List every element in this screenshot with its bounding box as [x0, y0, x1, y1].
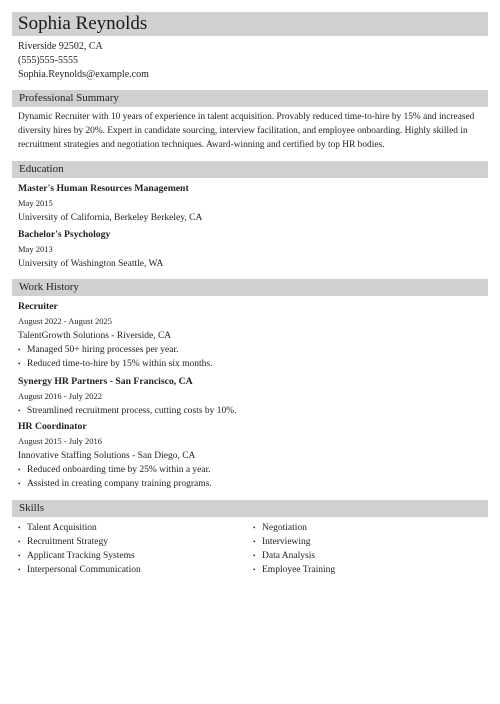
company: Innovative Staffing Solutions - San Diego, CA [18, 451, 196, 461]
list-item: • Recruitment Strategy [18, 537, 108, 547]
education-entry [18, 228, 163, 271]
skills-list [253, 521, 483, 577]
work-section-header [12, 279, 488, 296]
list-item: • Negotiation [253, 523, 307, 533]
graduation-date: May 2015 [18, 198, 53, 208]
bullet-icon: • [18, 524, 21, 532]
job-title: Synergy HR Partners - San Francisco, CA [18, 376, 193, 387]
job-entry [18, 420, 212, 491]
summary-text [18, 110, 483, 152]
degree: Bachelor's Psychology [18, 229, 111, 240]
bullet-icon: • [18, 566, 21, 574]
job-bullets [18, 343, 213, 371]
list-item: • Interpersonal Communication [18, 565, 141, 575]
job-date: August 2015 - July 2016 [18, 436, 103, 446]
name-header-bar [12, 12, 488, 36]
work-title: Work History [19, 281, 79, 293]
skills-column-right [253, 521, 483, 577]
candidate-name: Sophia Reynolds [18, 13, 148, 34]
job-bullets [18, 463, 212, 491]
email: Sophia.Reynolds@example.com [18, 69, 149, 80]
list-item: • Managed 50+ hiring processes per year. [18, 345, 179, 355]
school: University of California, Berkeley Berkeley, CA [18, 213, 203, 223]
bullet-icon: • [253, 538, 256, 546]
summary-section-header [12, 90, 488, 107]
summary-line: Dynamic Recruiter with 10 years of experience in talent acquisition. Provably reduced time-to-hire by 15% and increased [18, 112, 475, 122]
bullet-icon: • [18, 346, 21, 354]
summary-line: recruitment strategies and negotiation techniques. Award-winning and certified by top HR bodies. [18, 140, 385, 150]
bullet-icon: • [18, 466, 21, 474]
list-item: • Assisted in creating company training programs. [18, 479, 212, 489]
address: Riverside 92502, CA [18, 41, 103, 52]
summary-line: diversity hires by 20%. Expert in candidate sourcing, interview facilitation, and employee onboarding. Highly skilled in [18, 126, 468, 136]
job-title: HR Coordinator [18, 421, 87, 432]
list-item: • Applicant Tracking Systems [18, 551, 135, 561]
job-entry [18, 375, 236, 418]
job-date: August 2016 - July 2022 [18, 391, 103, 401]
bullet-icon: • [18, 538, 21, 546]
list-item: • Interviewing [253, 537, 311, 547]
contact-info [18, 40, 149, 82]
education-title: Education [19, 163, 64, 175]
summary-title: Professional Summary [19, 92, 119, 104]
job-title: Recruiter [18, 301, 58, 312]
education-entry [18, 182, 202, 225]
bullet-icon: • [253, 566, 256, 574]
job-entry [18, 300, 213, 371]
list-item: • Employee Training [253, 565, 336, 575]
graduation-date: May 2013 [18, 244, 53, 254]
bullet-icon: • [18, 407, 21, 415]
company: TalentGrowth Solutions - Riverside, CA [18, 331, 172, 341]
skills-column-left [18, 521, 248, 577]
list-item: • Streamlined recruitment process, cutting costs by 10%. [18, 406, 237, 416]
bullet-icon: • [253, 552, 256, 560]
phone: (555)555-5555 [18, 55, 78, 66]
bullet-icon: • [18, 480, 21, 488]
list-item: • Reduced time-to-hire by 15% within six months. [18, 359, 213, 369]
bullet-icon: • [18, 360, 21, 368]
bullet-icon: • [18, 552, 21, 560]
job-bullets [18, 404, 236, 418]
list-item: • Talent Acquisition [18, 523, 97, 533]
skills-list [18, 521, 248, 577]
job-date: August 2022 - August 2025 [18, 316, 112, 326]
list-item: • Reduced onboarding time by 25% within a year. [18, 465, 211, 475]
skills-title: Skills [19, 502, 45, 514]
list-item: • Data Analysis [253, 551, 316, 561]
skills-section-header [12, 500, 488, 517]
degree: Master's Human Resources Management [18, 183, 189, 194]
school: University of Washington Seattle, WA [18, 259, 164, 269]
bullet-icon: • [253, 524, 256, 532]
education-section-header [12, 161, 488, 178]
